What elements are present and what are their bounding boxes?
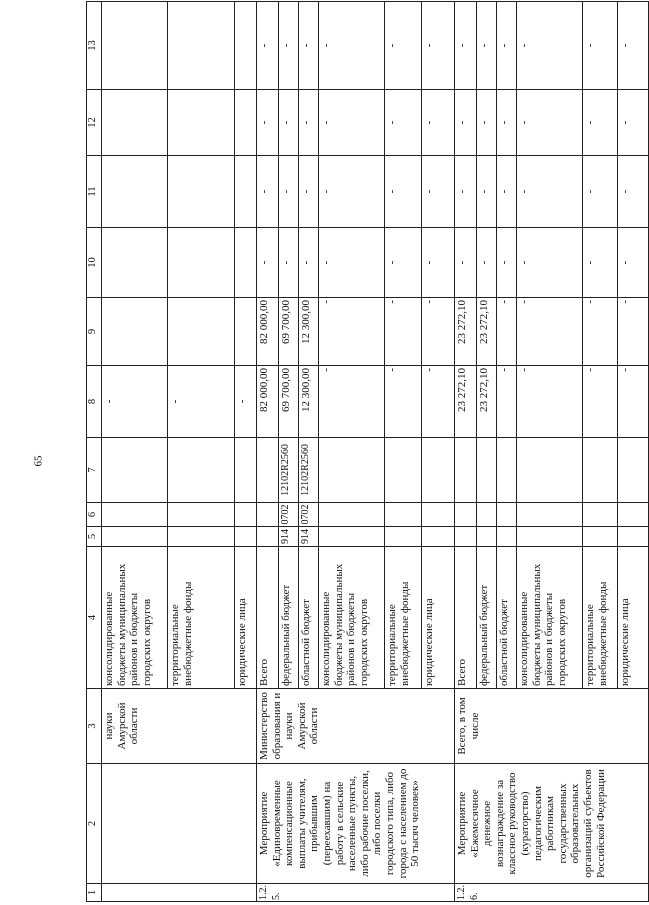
column-number-cell: 4 <box>87 547 102 689</box>
budget-table <box>86 1 649 902</box>
table-cell <box>235 527 257 547</box>
table-cell <box>477 527 497 547</box>
table-cell <box>385 503 422 527</box>
table-cell: - <box>279 228 299 298</box>
rotated-table-wrapper <box>86 22 631 902</box>
table-cell: - <box>422 2 455 90</box>
table-cell: - <box>319 90 385 156</box>
table-cell: - <box>299 90 319 156</box>
table-cell: - <box>618 2 649 90</box>
table-cell: - <box>319 366 385 438</box>
table-cell: - <box>455 2 477 90</box>
table-cell <box>168 2 235 90</box>
table-cell: 0702 <box>279 503 299 527</box>
table-cell <box>257 503 279 527</box>
table-cell <box>168 527 235 547</box>
measure-name-cell: Мероприятие «Ежемесячное денежное вознаграждение за классное руководство (кураторство) педагогическим работникам государственных образовательных организаций субъектов Российской Федерации <box>455 764 649 884</box>
table-cell: - <box>422 228 455 298</box>
table-cell: 82 000,00 <box>257 366 279 438</box>
table-cell <box>618 527 649 547</box>
table-cell <box>455 503 477 527</box>
table-cell <box>517 438 583 503</box>
table-cell: 914 <box>299 527 319 547</box>
table-cell: - <box>477 156 497 228</box>
table-cell <box>235 90 257 156</box>
table-cell: - <box>517 2 583 90</box>
table-cell: - <box>618 90 649 156</box>
column-number-cell: 11 <box>87 156 102 228</box>
table-cell: - <box>319 156 385 228</box>
source-cell: областной бюджет <box>497 547 517 689</box>
table-cell: 23 272,10 <box>477 298 497 366</box>
table-cell: - <box>279 156 299 228</box>
table-cell: - <box>299 2 319 90</box>
source-cell: Всего <box>257 547 279 689</box>
measure-name-cell: Мероприятие «Единовременные компенсационные выплаты учителям, прибывшим (переехавшим) на работу в сельские населенные пункты, либо рабочие поселки, либо поселки городского типа, либо города с населением до 50 тысяч человек» <box>257 764 455 884</box>
table-cell <box>319 527 385 547</box>
table-cell: - <box>583 298 618 366</box>
table-cell: - <box>583 2 618 90</box>
source-cell: федеральный бюджет <box>279 547 299 689</box>
table-cell <box>517 527 583 547</box>
table-cell: - <box>618 228 649 298</box>
table-cell <box>235 503 257 527</box>
row-number-cell: 1.2.6. <box>455 884 649 902</box>
table-cell: - <box>257 228 279 298</box>
table-cell <box>583 438 618 503</box>
column-number-cell: 6 <box>87 503 102 527</box>
table-cell: - <box>477 90 497 156</box>
column-number-cell: 7 <box>87 438 102 503</box>
table-cell <box>168 228 235 298</box>
table-cell: - <box>422 156 455 228</box>
column-number-row <box>87 2 102 902</box>
table-cell: - <box>618 156 649 228</box>
table-cell <box>168 156 235 228</box>
table-cell: - <box>517 156 583 228</box>
source-cell: областной бюджет <box>299 547 319 689</box>
table-cell: - <box>422 366 455 438</box>
table-cell: - <box>477 228 497 298</box>
table-cell: 0702 <box>299 503 319 527</box>
table-cell: - <box>497 228 517 298</box>
table-cell <box>102 503 168 527</box>
table-cell: - <box>517 298 583 366</box>
table-cell: - <box>497 156 517 228</box>
measure-name-cell <box>102 764 257 884</box>
table-cell: - <box>583 90 618 156</box>
table-cell: - <box>455 228 477 298</box>
column-number-cell: 1 <box>87 884 102 902</box>
table-cell: - <box>385 366 422 438</box>
table-cell <box>235 2 257 90</box>
table-cell <box>422 527 455 547</box>
table-cell: - <box>299 228 319 298</box>
executor-cell: Всего, в том числе <box>455 689 649 764</box>
table-cell <box>102 298 168 366</box>
table-cell: - <box>497 366 517 438</box>
table-cell <box>583 503 618 527</box>
table-cell <box>455 527 477 547</box>
table-cell <box>168 298 235 366</box>
table-cell: - <box>299 156 319 228</box>
table-cell <box>319 438 385 503</box>
table-cell <box>257 438 279 503</box>
table-cell: - <box>235 366 257 438</box>
table-row <box>102 2 168 902</box>
source-cell: юридические лица <box>235 547 257 689</box>
column-number-cell: 10 <box>87 228 102 298</box>
table-cell: - <box>385 156 422 228</box>
table-cell <box>618 503 649 527</box>
column-number-cell: 9 <box>87 298 102 366</box>
page-number: 65 <box>32 455 45 467</box>
table-cell: - <box>319 298 385 366</box>
column-number-cell: 3 <box>87 689 102 764</box>
table-cell <box>235 156 257 228</box>
table-cell: - <box>618 366 649 438</box>
executor-cell: Министерство образования и науки Амурской области <box>257 689 455 764</box>
table-cell <box>102 228 168 298</box>
source-cell: консолидированные бюджеты муниципальных районов и бюджеты городских округов <box>517 547 583 689</box>
source-cell: консолидированные бюджеты муниципальных районов и бюджеты городских округов <box>102 547 168 689</box>
column-number-cell: 12 <box>87 90 102 156</box>
table-cell: - <box>422 90 455 156</box>
table-cell: - <box>455 90 477 156</box>
table-cell: 69 700,00 <box>279 366 299 438</box>
table-cell <box>618 438 649 503</box>
table-cell: 82 000,00 <box>257 298 279 366</box>
table-cell: - <box>385 90 422 156</box>
table-cell <box>497 527 517 547</box>
table-cell <box>517 503 583 527</box>
table-cell <box>422 503 455 527</box>
table-cell: - <box>385 228 422 298</box>
table-cell <box>385 438 422 503</box>
table-cell: - <box>497 90 517 156</box>
table-cell: 12102R2560 <box>299 438 319 503</box>
table-cell: 914 <box>279 527 299 547</box>
table-cell <box>102 527 168 547</box>
table-cell <box>102 90 168 156</box>
table-cell: - <box>618 298 649 366</box>
table-cell: - <box>517 366 583 438</box>
column-number-cell: 5 <box>87 527 102 547</box>
table-cell: - <box>257 156 279 228</box>
table-cell: - <box>517 228 583 298</box>
table-cell: - <box>385 298 422 366</box>
table-cell <box>477 438 497 503</box>
table-cell: - <box>257 90 279 156</box>
source-cell: консолидированные бюджеты муниципальных районов и бюджеты городских округов <box>319 547 385 689</box>
table-row <box>257 2 279 902</box>
table-cell: - <box>583 228 618 298</box>
table-cell: - <box>102 366 168 438</box>
table-cell <box>168 90 235 156</box>
table-cell <box>319 503 385 527</box>
table-cell: - <box>497 2 517 90</box>
table-cell: 69 700,00 <box>279 298 299 366</box>
source-cell: федеральный бюджет <box>477 547 497 689</box>
table-cell: - <box>583 366 618 438</box>
table-sheet <box>86 22 631 902</box>
source-cell: территориальные внебюджетные фонды <box>168 547 235 689</box>
table-cell: 23 272,10 <box>455 298 477 366</box>
table-cell: - <box>497 298 517 366</box>
column-number-cell: 8 <box>87 366 102 438</box>
table-cell <box>385 527 422 547</box>
table-cell: - <box>422 298 455 366</box>
source-cell: юридические лица <box>422 547 455 689</box>
table-cell <box>583 527 618 547</box>
executor-cell: науки Амурской области <box>102 689 257 764</box>
source-cell: территориальные внебюджетные фонды <box>583 547 618 689</box>
table-cell: - <box>279 2 299 90</box>
row-number-cell <box>102 884 257 902</box>
table-cell <box>257 527 279 547</box>
table-cell: - <box>583 156 618 228</box>
table-cell <box>102 2 168 90</box>
table-cell <box>235 228 257 298</box>
table-cell: 23 272,10 <box>455 366 477 438</box>
table-cell <box>102 438 168 503</box>
table-cell <box>497 438 517 503</box>
table-cell <box>422 438 455 503</box>
row-number-cell: 1.2.5. <box>257 884 455 902</box>
column-number-cell: 2 <box>87 764 102 884</box>
table-cell: - <box>477 2 497 90</box>
table-cell: 23 272,10 <box>477 366 497 438</box>
source-cell: юридические лица <box>618 547 649 689</box>
source-cell: территориальные внебюджетные фонды <box>385 547 422 689</box>
table-cell: - <box>455 156 477 228</box>
table-cell <box>102 156 168 228</box>
table-cell <box>168 438 235 503</box>
table-cell: - <box>279 90 299 156</box>
table-cell <box>168 503 235 527</box>
table-cell <box>235 298 257 366</box>
table-cell: 12 300,00 <box>299 298 319 366</box>
table-cell: 12102R2560 <box>279 438 299 503</box>
table-cell: - <box>257 2 279 90</box>
source-cell: Всего <box>455 547 477 689</box>
table-cell: - <box>385 2 422 90</box>
table-row <box>455 2 477 902</box>
table-cell <box>497 503 517 527</box>
column-number-cell: 13 <box>87 2 102 90</box>
table-cell: - <box>168 366 235 438</box>
table-cell <box>477 503 497 527</box>
table-cell: - <box>319 2 385 90</box>
table-cell <box>455 438 477 503</box>
table-cell: - <box>517 90 583 156</box>
table-cell: - <box>319 228 385 298</box>
table-cell: 12 300,00 <box>299 366 319 438</box>
table-cell <box>235 438 257 503</box>
